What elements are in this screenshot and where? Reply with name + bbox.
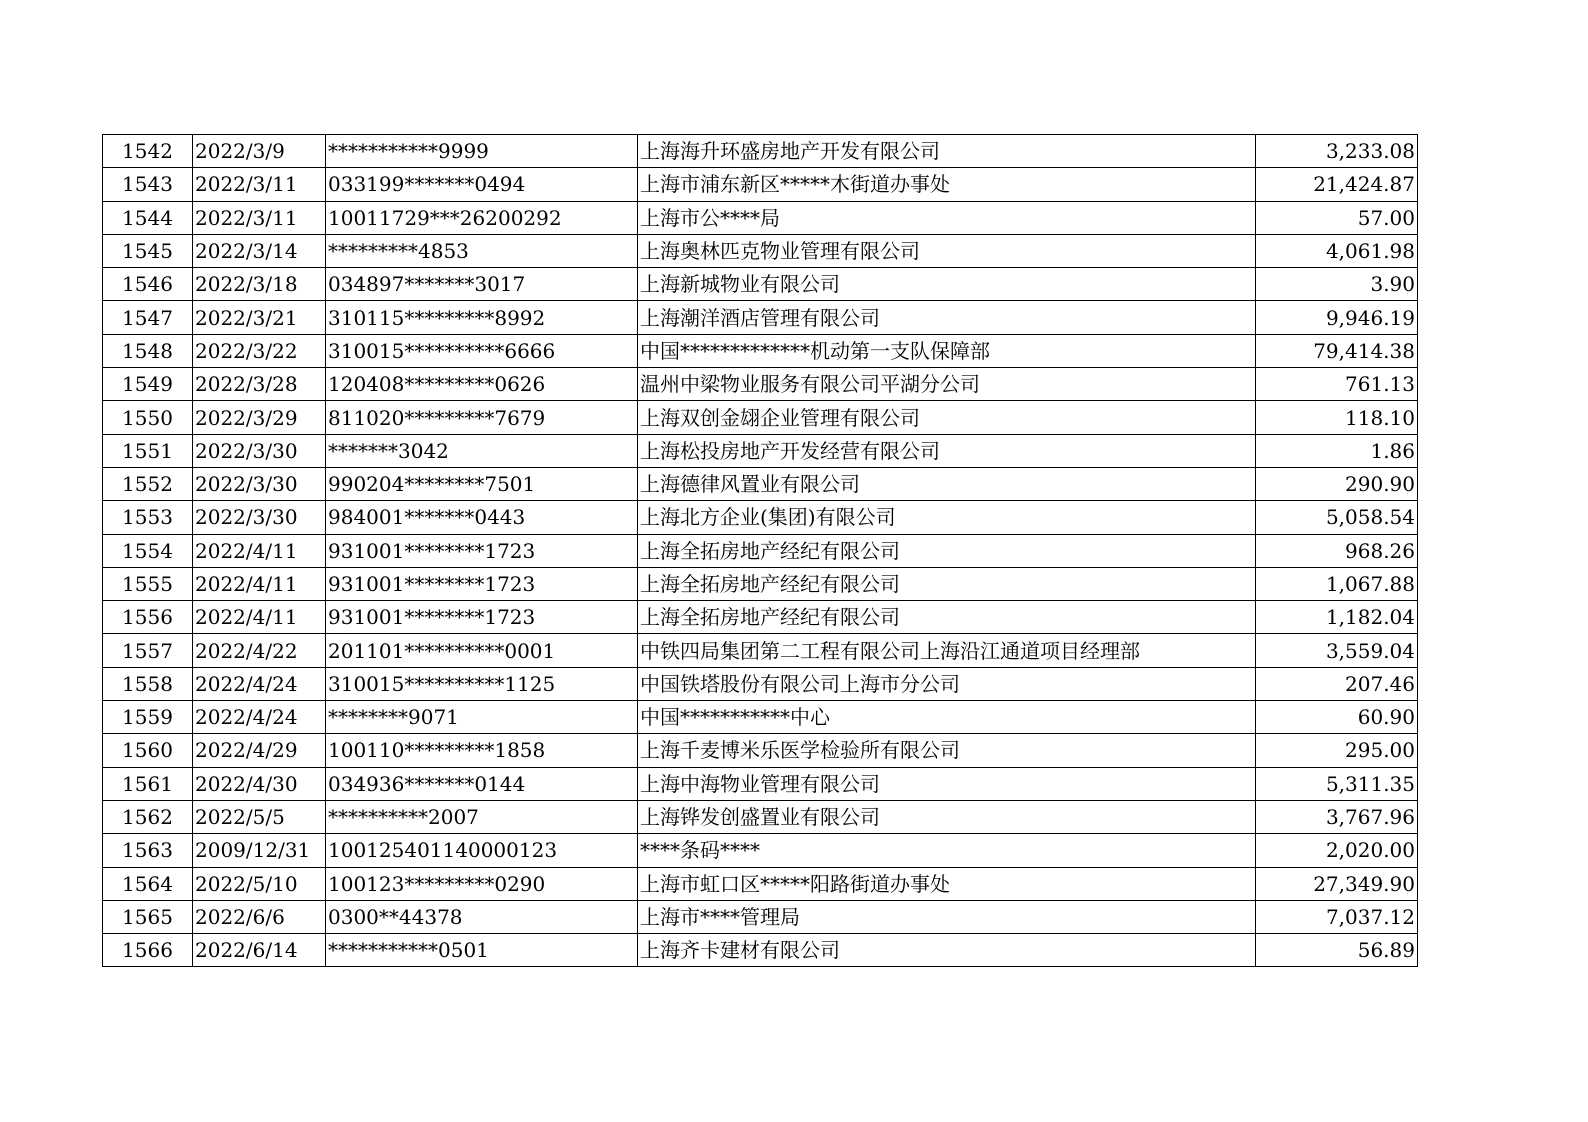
account-number-cell: ********9071: [326, 701, 638, 734]
amount-cell: 3.90: [1256, 268, 1418, 301]
date-cell: 2022/3/18: [193, 268, 326, 301]
date-cell: 2022/4/11: [193, 567, 326, 600]
date-cell: 2022/3/30: [193, 434, 326, 467]
date-cell: 2022/3/28: [193, 368, 326, 401]
account-number-cell: 100123*********0290: [326, 867, 638, 900]
row-number-cell: 1563: [103, 834, 193, 867]
amount-cell: 4,061.98: [1256, 234, 1418, 267]
table-row: [103, 301, 1418, 334]
amount-cell: 9,946.19: [1256, 301, 1418, 334]
amount-cell: 290.90: [1256, 467, 1418, 500]
amount-cell: 118.10: [1256, 401, 1418, 434]
payee-name-cell: 上海新城物业有限公司: [638, 268, 1256, 301]
table-row: [103, 701, 1418, 734]
account-number-cell: 10011729***26200292: [326, 201, 638, 234]
row-number-cell: 1549: [103, 368, 193, 401]
amount-cell: 1,182.04: [1256, 601, 1418, 634]
date-cell: 2022/4/24: [193, 667, 326, 700]
table-row: [103, 934, 1418, 967]
date-cell: 2009/12/31: [193, 834, 326, 867]
table-row: [103, 900, 1418, 933]
table-row: [103, 667, 1418, 700]
payee-name-cell: 上海松投房地产开发经营有限公司: [638, 434, 1256, 467]
amount-cell: 1.86: [1256, 434, 1418, 467]
date-cell: 2022/4/11: [193, 534, 326, 567]
table-row: [103, 734, 1418, 767]
account-number-cell: 931001********1723: [326, 601, 638, 634]
table-row: [103, 401, 1418, 434]
payee-name-cell: 上海市浦东新区*****木街道办事处: [638, 168, 1256, 201]
account-number-cell: 034897*******3017: [326, 268, 638, 301]
row-number-cell: 1559: [103, 701, 193, 734]
date-cell: 2022/6/6: [193, 900, 326, 933]
ledger-body: [103, 135, 1418, 967]
table-row: [103, 767, 1418, 800]
amount-cell: 1,067.88: [1256, 567, 1418, 600]
amount-cell: 3,767.96: [1256, 800, 1418, 833]
account-number-cell: 201101**********0001: [326, 634, 638, 667]
amount-cell: 968.26: [1256, 534, 1418, 567]
table-row: [103, 234, 1418, 267]
account-number-cell: 033199*******0494: [326, 168, 638, 201]
date-cell: 2022/4/11: [193, 601, 326, 634]
date-cell: 2022/4/22: [193, 634, 326, 667]
row-number-cell: 1550: [103, 401, 193, 434]
payee-name-cell: 上海市****管理局: [638, 900, 1256, 933]
table-row: [103, 501, 1418, 534]
amount-cell: 5,311.35: [1256, 767, 1418, 800]
table-row: [103, 534, 1418, 567]
account-number-cell: 310015**********1125: [326, 667, 638, 700]
table-row: [103, 168, 1418, 201]
account-number-cell: ***********0501: [326, 934, 638, 967]
date-cell: 2022/5/10: [193, 867, 326, 900]
account-number-cell: ***********9999: [326, 135, 638, 168]
row-number-cell: 1546: [103, 268, 193, 301]
amount-cell: 2,020.00: [1256, 834, 1418, 867]
date-cell: 2022/3/11: [193, 201, 326, 234]
row-number-cell: 1554: [103, 534, 193, 567]
payee-name-cell: 上海市虹口区*****阳路街道办事处: [638, 867, 1256, 900]
table-row: [103, 567, 1418, 600]
amount-cell: 207.46: [1256, 667, 1418, 700]
account-number-cell: 0300**44378: [326, 900, 638, 933]
payee-name-cell: 上海千麦博米乐医学检验所有限公司: [638, 734, 1256, 767]
payee-name-cell: 上海中海物业管理有限公司: [638, 767, 1256, 800]
row-number-cell: 1561: [103, 767, 193, 800]
amount-cell: 295.00: [1256, 734, 1418, 767]
account-number-cell: 100125401140000123: [326, 834, 638, 867]
payee-name-cell: 上海奥林匹克物业管理有限公司: [638, 234, 1256, 267]
payee-name-cell: 上海德律风置业有限公司: [638, 467, 1256, 500]
account-number-cell: 931001********1723: [326, 534, 638, 567]
account-number-cell: 984001*******0443: [326, 501, 638, 534]
payee-name-cell: 中国*************机动第一支队保障部: [638, 334, 1256, 367]
table-row: [103, 834, 1418, 867]
date-cell: 2022/3/9: [193, 135, 326, 168]
table-row: [103, 201, 1418, 234]
table-row: [103, 634, 1418, 667]
row-number-cell: 1552: [103, 467, 193, 500]
date-cell: 2022/4/29: [193, 734, 326, 767]
payee-name-cell: 上海全拓房地产经纪有限公司: [638, 601, 1256, 634]
date-cell: 2022/3/14: [193, 234, 326, 267]
date-cell: 2022/4/24: [193, 701, 326, 734]
row-number-cell: 1565: [103, 900, 193, 933]
row-number-cell: 1564: [103, 867, 193, 900]
row-number-cell: 1545: [103, 234, 193, 267]
row-number-cell: 1547: [103, 301, 193, 334]
table-row: [103, 434, 1418, 467]
date-cell: 2022/3/30: [193, 501, 326, 534]
table-row: [103, 135, 1418, 168]
amount-cell: 57.00: [1256, 201, 1418, 234]
date-cell: 2022/5/5: [193, 800, 326, 833]
row-number-cell: 1553: [103, 501, 193, 534]
row-number-cell: 1542: [103, 135, 193, 168]
row-number-cell: 1560: [103, 734, 193, 767]
amount-cell: 5,058.54: [1256, 501, 1418, 534]
payee-name-cell: 上海全拓房地产经纪有限公司: [638, 534, 1256, 567]
table-row: [103, 334, 1418, 367]
payee-name-cell: 上海潮洋酒店管理有限公司: [638, 301, 1256, 334]
amount-cell: 21,424.87: [1256, 168, 1418, 201]
account-number-cell: 100110*********1858: [326, 734, 638, 767]
payee-name-cell: 上海北方企业(集团)有限公司: [638, 501, 1256, 534]
payee-name-cell: 上海齐卡建材有限公司: [638, 934, 1256, 967]
date-cell: 2022/3/21: [193, 301, 326, 334]
account-number-cell: 990204********7501: [326, 467, 638, 500]
date-cell: 2022/3/11: [193, 168, 326, 201]
row-number-cell: 1557: [103, 634, 193, 667]
date-cell: 2022/3/30: [193, 467, 326, 500]
table-row: [103, 368, 1418, 401]
amount-cell: 3,559.04: [1256, 634, 1418, 667]
row-number-cell: 1566: [103, 934, 193, 967]
account-number-cell: 811020*********7679: [326, 401, 638, 434]
table-row: [103, 467, 1418, 500]
payee-name-cell: ****条码****: [638, 834, 1256, 867]
date-cell: 2022/4/30: [193, 767, 326, 800]
date-cell: 2022/6/14: [193, 934, 326, 967]
account-number-cell: 310015**********6666: [326, 334, 638, 367]
account-number-cell: 310115*********8992: [326, 301, 638, 334]
row-number-cell: 1543: [103, 168, 193, 201]
payee-name-cell: 上海全拓房地产经纪有限公司: [638, 567, 1256, 600]
amount-cell: 27,349.90: [1256, 867, 1418, 900]
payee-name-cell: 中国铁塔股份有限公司上海市分公司: [638, 667, 1256, 700]
table-row: [103, 800, 1418, 833]
payee-name-cell: 上海海升环盛房地产开发有限公司: [638, 135, 1256, 168]
row-number-cell: 1551: [103, 434, 193, 467]
account-number-cell: 034936*******0144: [326, 767, 638, 800]
account-number-cell: *******3042: [326, 434, 638, 467]
account-number-cell: **********2007: [326, 800, 638, 833]
amount-cell: 3,233.08: [1256, 135, 1418, 168]
account-number-cell: 931001********1723: [326, 567, 638, 600]
payee-name-cell: 中国***********中心: [638, 701, 1256, 734]
amount-cell: 79,414.38: [1256, 334, 1418, 367]
amount-cell: 7,037.12: [1256, 900, 1418, 933]
table-row: [103, 867, 1418, 900]
date-cell: 2022/3/22: [193, 334, 326, 367]
row-number-cell: 1556: [103, 601, 193, 634]
row-number-cell: 1558: [103, 667, 193, 700]
ledger-table: [102, 134, 1418, 967]
amount-cell: 60.90: [1256, 701, 1418, 734]
account-number-cell: 120408*********0626: [326, 368, 638, 401]
amount-cell: 56.89: [1256, 934, 1418, 967]
account-number-cell: *********4853: [326, 234, 638, 267]
date-cell: 2022/3/29: [193, 401, 326, 434]
row-number-cell: 1555: [103, 567, 193, 600]
payee-name-cell: 上海双创金翃企业管理有限公司: [638, 401, 1256, 434]
payee-name-cell: 温州中梁物业服务有限公司平湖分公司: [638, 368, 1256, 401]
payee-name-cell: 上海市公****局: [638, 201, 1256, 234]
row-number-cell: 1562: [103, 800, 193, 833]
row-number-cell: 1544: [103, 201, 193, 234]
table-row: [103, 268, 1418, 301]
amount-cell: 761.13: [1256, 368, 1418, 401]
ledger-sheet: [102, 134, 1418, 967]
payee-name-cell: 中铁四局集团第二工程有限公司上海沿江通道项目经理部: [638, 634, 1256, 667]
row-number-cell: 1548: [103, 334, 193, 367]
table-row: [103, 601, 1418, 634]
payee-name-cell: 上海铧发创盛置业有限公司: [638, 800, 1256, 833]
